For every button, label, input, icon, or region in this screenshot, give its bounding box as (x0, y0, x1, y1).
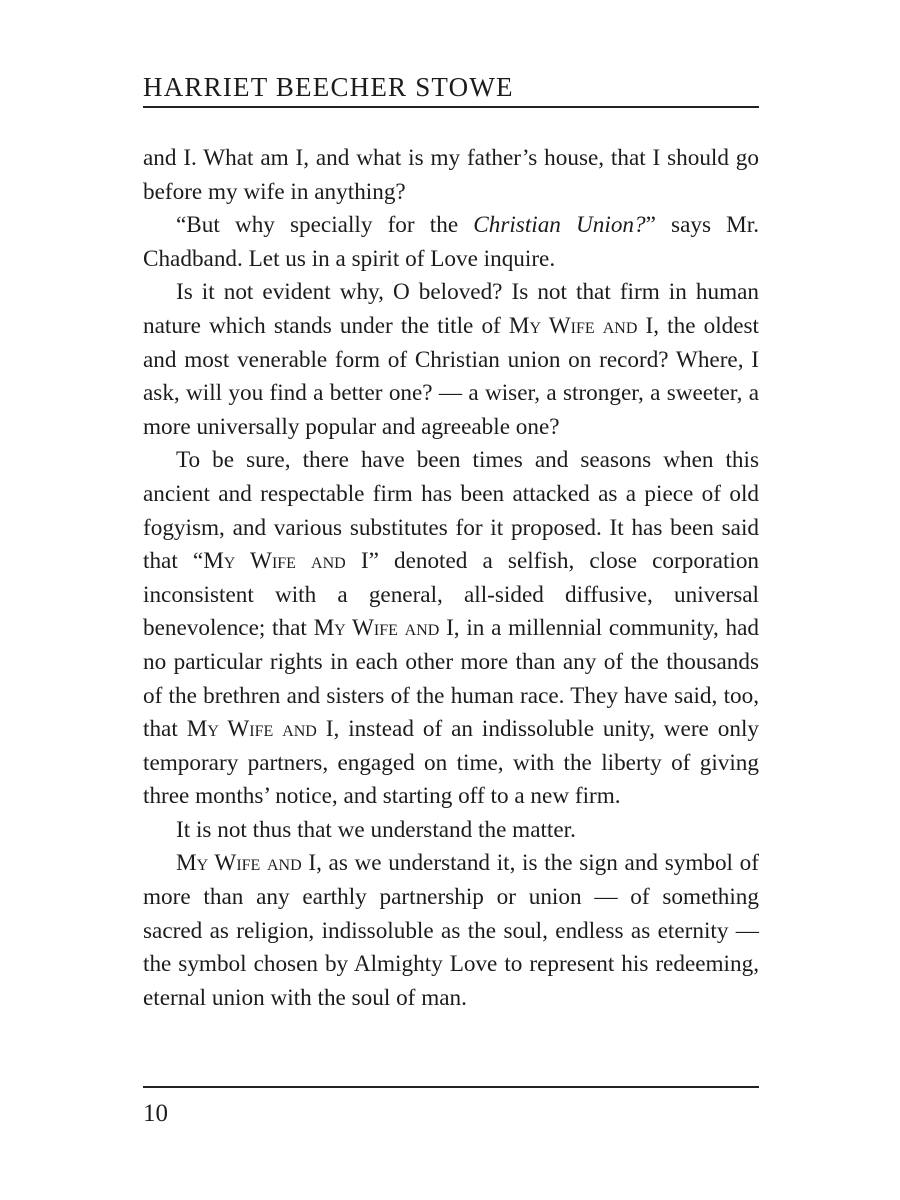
paragraph-text: , the oldest and most venerable form of Christian union on record? Where, I ask, will you find a better one? — a wiser, a stronger, a sweeter, a more universally popular and agreeable one? (143, 312, 759, 440)
paragraph-text: It is not thus that we understand the matter. (176, 816, 576, 843)
header-rule (143, 106, 759, 108)
italic-title: Christian Union? (473, 212, 646, 239)
footer-rule (143, 1086, 759, 1088)
paragraph (143, 444, 759, 814)
paragraph (143, 847, 759, 1015)
paragraph-text: “But why specially for the (176, 212, 474, 239)
paragraph (143, 276, 759, 444)
small-caps-title: My Wife and I (313, 615, 454, 642)
paragraph (143, 142, 759, 209)
paragraph-text: , as we understand it, is the sign and symbol of more than any earthly partnership or union — of something sacred as religion, indissoluble as the soul, endless as eternity — the symbol chosen by Almighty Love to represent his redeeming, eternal union with the soul of man. (143, 850, 759, 1011)
small-caps-title: My Wife and I (508, 312, 654, 339)
page-body (143, 142, 759, 1015)
paragraph-text: ” says Mr. Chadband. Let us in a spirit of Love inquire. (143, 212, 759, 272)
paragraph-text: , instead of an indissoluble unity, were only temporary partners, engaged on time, with the liberty of giving three months’ notice, and starting off to a new firm. (143, 716, 759, 810)
paragraph-text: , in a millennial community, had no particular rights in each other more than any of the thousands of the brethren and sisters of the human race. They have said, too, that (143, 615, 759, 743)
paragraph (143, 209, 759, 276)
paragraph-text: Is it not evident why, O beloved? Is not that firm in human nature which stands under the title of (143, 279, 759, 339)
paragraph (143, 814, 759, 848)
small-caps-title: My Wife and I (176, 850, 317, 877)
paragraph-text: To be sure, there have been times and seasons when this ancient and respectable firm has been attacked as a piece of old fogyism, and various substitutes for it proposed. It has been said that “ (143, 447, 759, 575)
paragraph-text: and I. What am I, and what is my father’s house, that I should go before my wife in anything? (143, 145, 759, 205)
running-head: HARRIET BEECHER STOWE (143, 72, 514, 102)
page-number: 10 (143, 1100, 168, 1127)
small-caps-title: My Wife and I (186, 716, 334, 743)
paragraph-text: ” denoted a selfish, close corporation inconsistent with a general, all-sided diffusive, universal benevolence; that (143, 548, 760, 642)
small-caps-title: My Wife and I (203, 548, 369, 575)
